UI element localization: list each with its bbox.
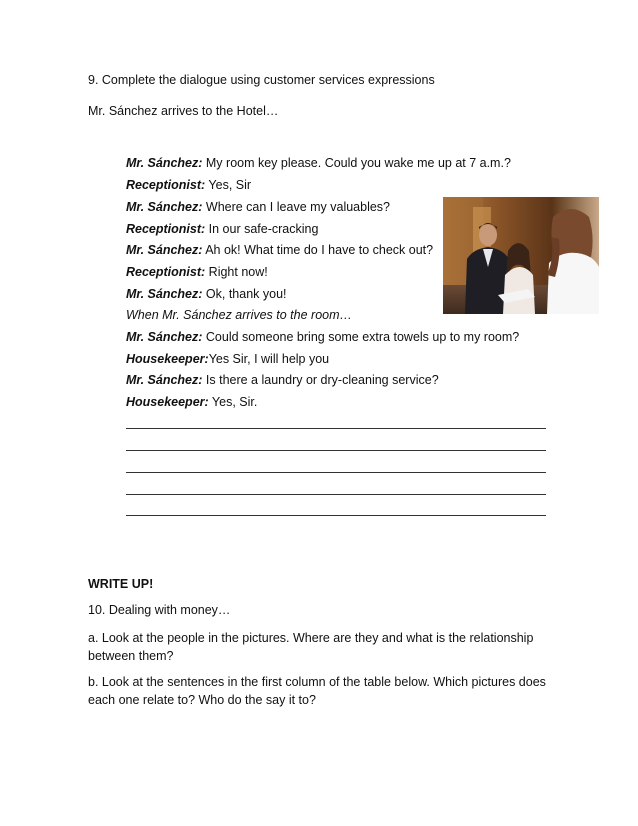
dialogue-line xyxy=(126,287,287,301)
q9-intro: Mr. Sánchez arrives to the Hotel… xyxy=(88,104,279,118)
dialogue-line xyxy=(126,373,439,387)
line-text: Is there a laundry or dry-cleaning service? xyxy=(202,373,439,387)
dialogue-line xyxy=(126,200,390,214)
line-text: Right now! xyxy=(205,265,268,279)
dialogue-line xyxy=(126,156,511,170)
speaker-label: Housekeeper: xyxy=(126,395,209,409)
speaker-label: Mr. Sánchez: xyxy=(126,330,203,344)
stage-direction: When Mr. Sánchez arrives to the room… xyxy=(126,308,353,322)
dialogue-line xyxy=(126,352,329,366)
write-up-heading: WRITE UP! xyxy=(88,577,154,591)
line-text: Ok, thank you! xyxy=(202,287,287,301)
answer-line xyxy=(126,472,546,473)
line-text: Yes, Sir xyxy=(205,178,252,192)
dialogue-line xyxy=(126,395,257,409)
speaker-label: Receptionist: xyxy=(126,178,206,192)
speaker-label: Mr. Sánchez: xyxy=(126,373,203,387)
speaker-label: Mr. Sánchez: xyxy=(126,243,203,257)
dialogue-line xyxy=(126,243,433,257)
speaker-label: Mr. Sánchez: xyxy=(126,156,203,170)
speaker-label: Receptionist: xyxy=(126,265,206,279)
answer-line xyxy=(126,494,546,495)
q10-heading: 10. Dealing with money… xyxy=(88,603,231,617)
dialogue-line xyxy=(126,330,519,344)
answer-line xyxy=(126,428,546,429)
line-text: Yes, Sir. xyxy=(208,395,258,409)
line-text: Yes Sir, I will help you xyxy=(208,352,330,366)
hotel-reception-photo xyxy=(443,197,599,314)
q10-part-a: a. Look at the people in the pictures. Where are they and what is the relationship between them? xyxy=(88,631,534,663)
speaker-label: Receptionist: xyxy=(126,222,206,236)
dialogue-line xyxy=(126,222,318,236)
dialogue-line xyxy=(126,178,251,192)
line-text: Could someone bring some extra towels up to my room? xyxy=(202,330,520,344)
line-text: My room key please. Could you wake me up at 7 a.m.? xyxy=(202,156,511,170)
answer-line xyxy=(126,515,546,516)
q10-part-b: b. Look at the sentences in the first column of the table below. Which pictures does each one relate to? Who do the say it to? xyxy=(88,675,546,707)
answer-line xyxy=(126,450,546,451)
speaker-label: Housekeeper: xyxy=(126,352,209,366)
speaker-label: Mr. Sánchez: xyxy=(126,287,203,301)
line-text: Ah ok! What time do I have to check out? xyxy=(202,243,434,257)
q9-heading: 9. Complete the dialogue using customer services expressions xyxy=(88,73,435,87)
dialogue-line xyxy=(126,265,268,279)
line-text: Where can I leave my valuables? xyxy=(202,200,391,214)
line-text: In our safe-cracking xyxy=(205,222,319,236)
speaker-label: Mr. Sánchez: xyxy=(126,200,203,214)
